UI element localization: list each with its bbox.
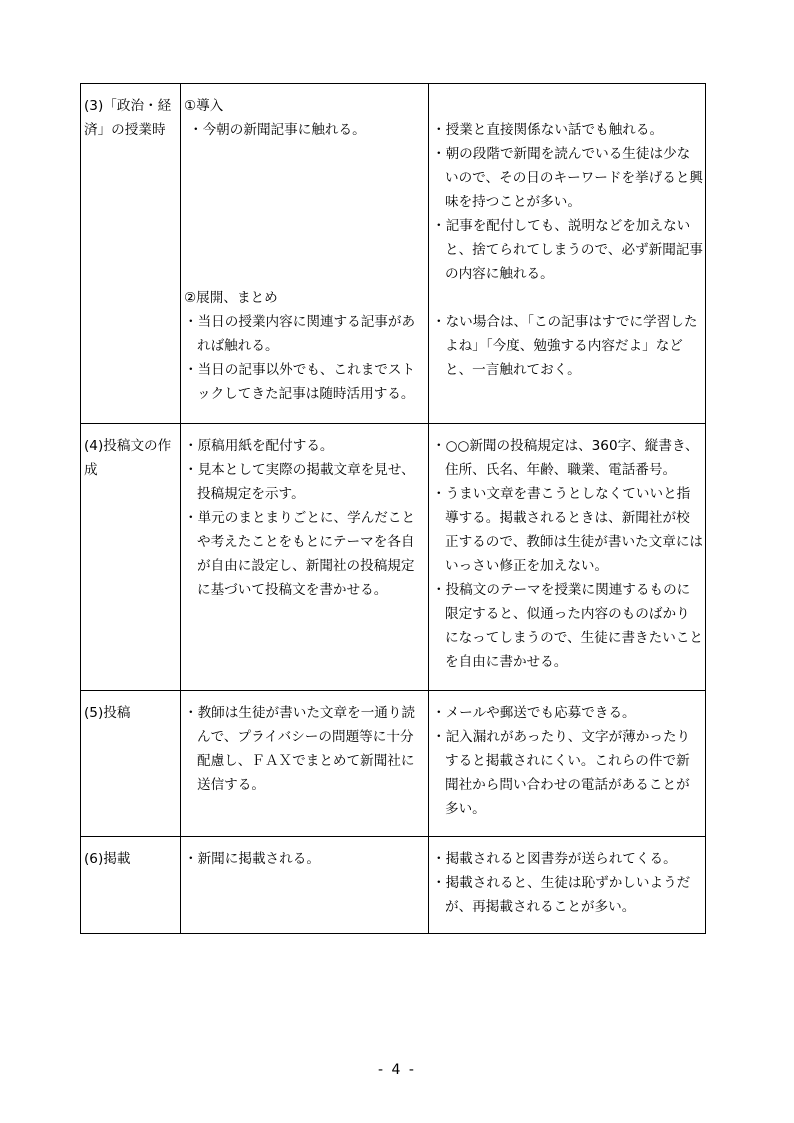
stage-cell bbox=[81, 84, 181, 424]
list-item: ・メールや郵送でも応募できる。 bbox=[432, 705, 636, 721]
list-item: ・うまい文章を書こうとしなくていいと指導する。掲載されるときは、新聞社が校正するので、教師は生徒が書いた文章にはいっさい修正を加えない。 bbox=[432, 486, 704, 574]
list-item: ・朝の段階で新聞を読んでいる生徒は少ないので、その日のキーワードを挙げると興味を持つことが多い。 bbox=[432, 146, 704, 210]
stage-cell bbox=[81, 837, 181, 934]
stage-label: (5)投稿 bbox=[84, 705, 131, 721]
list-item: ・教師は生徒が書いた文章を一通り読んで、プライバシーの問題等に十分配慮し、ＦＡＸでまとめて新聞社に送信する。 bbox=[184, 705, 416, 793]
list-item: ・掲載されると図書券が送られてくる。 bbox=[432, 851, 677, 867]
notes-cell bbox=[429, 84, 706, 424]
stage-label: (4)投稿文の作成 bbox=[84, 438, 172, 478]
table-row bbox=[81, 837, 706, 934]
table-row bbox=[81, 424, 706, 691]
list-item: ・新聞に掲載される。 bbox=[184, 851, 320, 867]
stage-cell bbox=[81, 691, 181, 837]
notes-cell bbox=[429, 691, 706, 837]
lesson-plan-table bbox=[80, 83, 706, 934]
table-row bbox=[81, 691, 706, 837]
list-item: ・当日の記事以外でも、これまでストックしてきた記事は随時活用する。 bbox=[184, 362, 416, 402]
list-item: ・○○新聞の投稿規定は、360字、縦書き、住所、氏名、年齢、職業、電話番号。 bbox=[432, 438, 699, 478]
section-heading: ②展開、まとめ bbox=[184, 290, 278, 306]
list-item: ・原稿用紙を配付する。 bbox=[184, 438, 334, 454]
activity-cell bbox=[181, 691, 429, 837]
stage-cell bbox=[81, 424, 181, 691]
section-heading: ①導入 bbox=[184, 98, 224, 114]
list-item: ・今朝の新聞記事に触れる。 bbox=[189, 122, 366, 138]
list-item: ・投稿文のテーマを授業に関連するものに限定すると、似通った内容のものばかりになってしまうので、生徒に書きたいことを自由に書かせる。 bbox=[432, 582, 704, 670]
list-item: ・掲載されると、生徒は恥ずかしいようだが、再掲載されることが多い。 bbox=[432, 875, 691, 915]
list-item: ・授業と直接関係ない話でも触れる。 bbox=[432, 122, 664, 138]
list-item: ・記入漏れがあったり、文字が薄かったりすると掲載されにくい。これらの件で新聞社から問い合わせの電話があることが多い。 bbox=[432, 729, 691, 817]
page-number: - 4 - bbox=[378, 1062, 416, 1078]
stage-label: (6)掲載 bbox=[84, 851, 131, 867]
list-item: ・当日の授業内容に関連する記事があれば触れる。 bbox=[184, 314, 416, 354]
table-row bbox=[81, 84, 706, 424]
activity-cell bbox=[181, 84, 429, 424]
list-item: ・単元のまとまりごとに、学んだことや考えたことをもとにテーマを各自が自由に設定し、新聞社の投稿規定に基づいて投稿文を書かせる。 bbox=[184, 510, 416, 598]
list-item: ・ない場合は、「この記事はすでに学習したよね」「今度、勉強する内容だよ」などと、一言触れておく。 bbox=[432, 314, 698, 378]
list-item: ・見本として実際の掲載文章を見せ、投稿規定を示す。 bbox=[184, 462, 415, 502]
notes-cell bbox=[429, 424, 706, 691]
notes-cell bbox=[429, 837, 706, 934]
stage-label: (3)「政治・経済」の授業時 bbox=[84, 98, 172, 138]
activity-cell bbox=[181, 837, 429, 934]
activity-cell bbox=[181, 424, 429, 691]
list-item: ・記事を配付しても、説明などを加えないと、捨てられてしまうので、必ず新聞記事の内容に触れる。 bbox=[432, 218, 704, 282]
